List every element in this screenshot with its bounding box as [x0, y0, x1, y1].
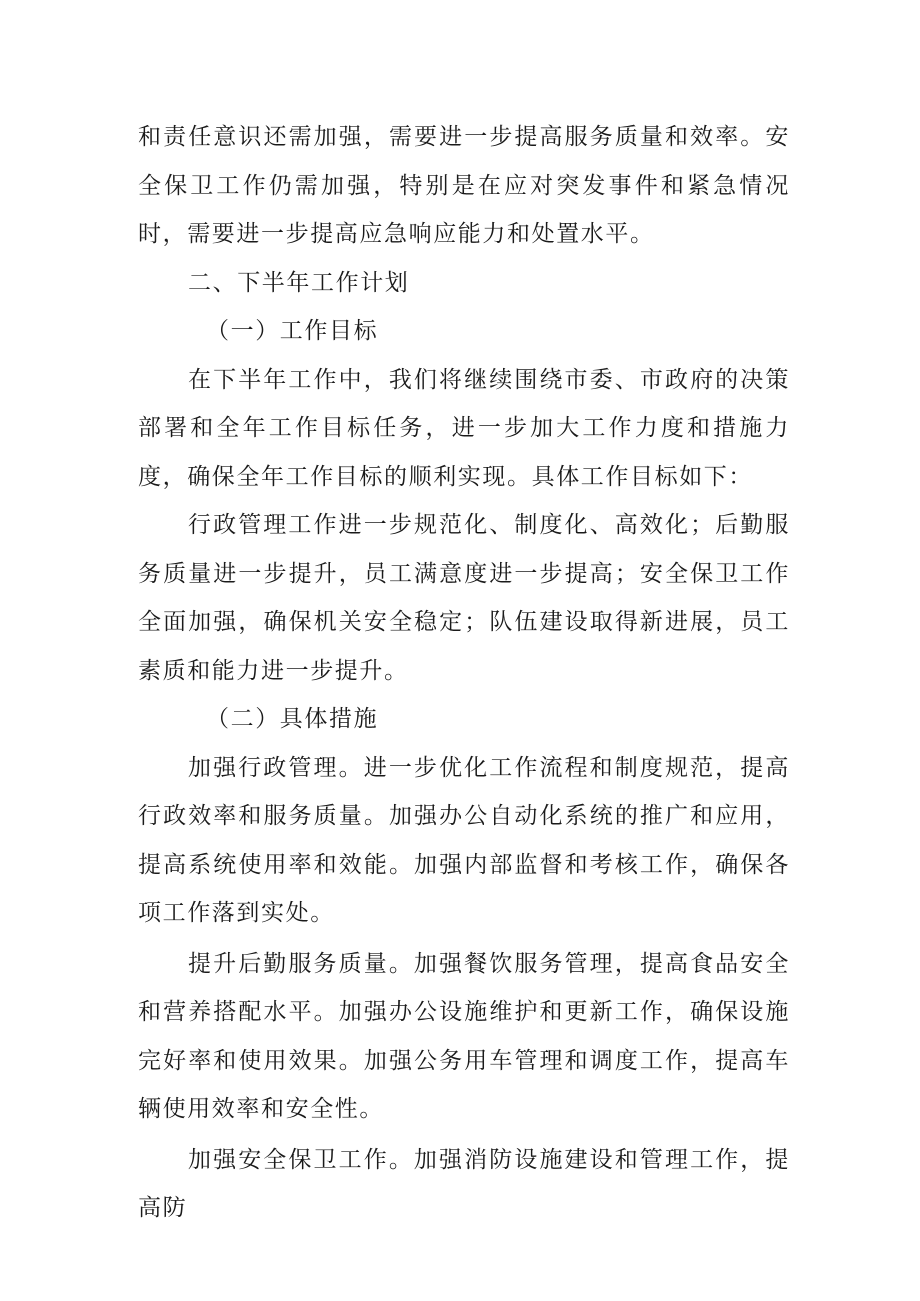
paragraph-admin: 加强行政管理。进一步优化工作流程和制度规范，提高行政效率和服务质量。加强办公自动化系统的推广和应用，提高系统使用率和效能。加强内部监督和考核工作，确保各项工作落到实处。 — [138, 754, 790, 926]
paragraph-goal-intro: 在下半年工作中，我们将继续围绕市委、市政府的决策部署和全年工作目标任务，进一步加大工作力度和措施力度，确保全年工作目标的顺利实现。具体工作目标如下： — [138, 366, 790, 490]
subsection-heading-goal: （一）工作目标 — [206, 318, 379, 344]
subsection-heading-measures: （二）具体措施 — [206, 706, 379, 732]
paragraph-continuation: 和责任意识还需加强，需要进一步提高服务质量和效率。安全保卫工作仍需加强，特别是在应对突发事件和紧急情况时，需要进一步提高应急响应能力和处置水平。 — [138, 124, 790, 247]
section-heading-plan: 二、下半年工作计划 — [188, 269, 410, 296]
document-body — [138, 113, 790, 1233]
paragraph-logistics: 提升后勤服务质量。加强餐饮服务管理，提高食品安全和营养搭配水平。加强办公设施维护和更新工作，确保设施完好率和使用效果。加强公务用车管理和调度工作，提高车辆使用效率和安全性。 — [138, 950, 790, 1122]
paragraph-security: 加强安全保卫工作。加强消防设施建设和管理工作，提高防 — [138, 1146, 790, 1221]
paragraph-goal-detail: 行政管理工作进一步规范化、制度化、高效化；后勤服务质量进一步提升，员工满意度进一步提高；安全保卫工作全面加强，确保机关安全稳定；队伍建设取得新进展，员工素质和能力进一步提升。 — [138, 512, 790, 684]
